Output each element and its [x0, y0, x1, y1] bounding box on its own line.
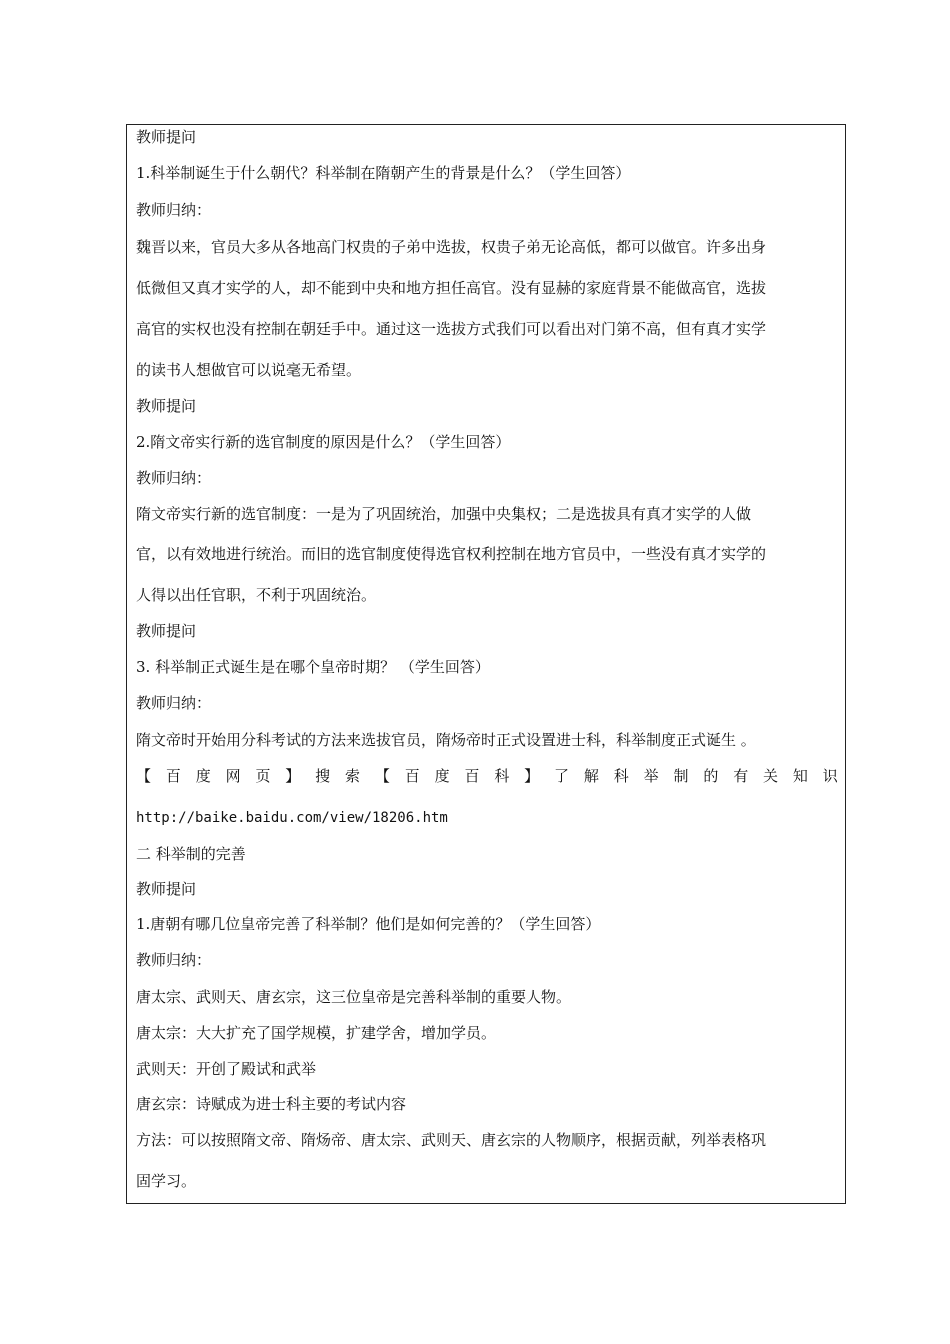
- text-line: 教师归纳：: [136, 201, 212, 219]
- question-line: 1.科举制诞生于什么朝代？科举制在隋朝产生的背景是什么？（学生回答）: [136, 164, 631, 182]
- text-line: 教师提问: [136, 622, 197, 640]
- paragraph-line: 武则天：开创了殿试和武举: [136, 1060, 317, 1078]
- paragraph-line: 人得以出任官职，不利于巩固统治。: [136, 586, 377, 604]
- paragraph-line: 唐太宗：大大扩充了国学规模，扩建学舍，增加学员。: [136, 1024, 497, 1042]
- search-char: 百: [464, 767, 480, 785]
- search-char: 科: [613, 767, 629, 785]
- paragraph-line: 唐玄宗：诗赋成为进士科主要的考试内容: [136, 1095, 407, 1113]
- paragraph-line: 固学习。: [136, 1172, 197, 1190]
- search-char: 的: [703, 767, 719, 785]
- question-line: 3. 科举制正式诞生是在哪个皇帝时期？ （学生回答）: [136, 658, 490, 676]
- paragraph-line: 高官的实权也没有控制在朝廷手中。通过这一选拔方式我们可以看出对门第不高，但有真才实学: [136, 320, 767, 338]
- search-char: 解: [583, 767, 599, 785]
- paragraph-line: 隋文帝时开始用分科考试的方法来选拔官员，隋炀帝时正式设置进士科，科举制度正式诞生 。: [136, 731, 756, 749]
- search-char: 度: [434, 767, 450, 785]
- paragraph-line: 官，以有效地进行统治。而旧的选官制度使得选官权利控制在地方官员中，一些没有真才实学的: [136, 545, 767, 563]
- search-char: 识: [822, 767, 838, 785]
- search-instruction-line: [136, 766, 838, 786]
- search-char: 【: [374, 767, 390, 785]
- search-char: 科: [494, 767, 510, 785]
- paragraph-line: 唐太宗、武则天、唐玄宗，这三位皇帝是完善科举制的重要人物。: [136, 988, 572, 1006]
- paragraph-line: 低微但又真才实学的人，却不能到中央和地方担任高官。没有显赫的家庭背景不能做高官，选拔: [136, 279, 767, 297]
- search-char: 【: [136, 767, 152, 785]
- search-char: 知: [792, 767, 808, 785]
- search-char: 制: [673, 767, 689, 785]
- text-line: 教师归纳：: [136, 951, 212, 969]
- search-char: 】: [524, 767, 540, 785]
- search-char: 百: [165, 767, 181, 785]
- search-char: 】: [285, 767, 301, 785]
- baike-url-link[interactable]: http://baike.baidu.com/view/18206.htm: [136, 810, 448, 826]
- paragraph-line: 的读书人想做官可以说毫无希望。: [136, 361, 362, 379]
- search-char: 有: [733, 767, 749, 785]
- question-line: 2.隋文帝实行新的选官制度的原因是什么？（学生回答）: [136, 433, 511, 451]
- lesson-plan-table-cell: [126, 124, 846, 1204]
- search-char: 了: [554, 767, 570, 785]
- text-line: 教师归纳：: [136, 694, 212, 712]
- section-heading: 二 科举制的完善: [136, 845, 246, 863]
- text-line: 教师提问: [136, 880, 197, 898]
- paragraph-line: 魏晋以来，官员大多从各地高门权贵的子弟中选拔，权贵子弟无论高低，都可以做官。许多出身: [136, 238, 767, 256]
- search-char: 网: [225, 767, 241, 785]
- paragraph-line: 隋文帝实行新的选官制度：一是为了巩固统治，加强中央集权；二是选拔具有真才实学的人做: [136, 505, 752, 523]
- search-char: 百: [404, 767, 420, 785]
- text-line: 教师提问: [136, 397, 197, 415]
- paragraph-line: 方法：可以按照隋文帝、隋炀帝、唐太宗、武则天、唐玄宗的人物顺序，根据贡献，列举表格巩: [136, 1131, 767, 1149]
- question-line: 1.唐朝有哪几位皇帝完善了科举制？他们是如何完善的？（学生回答）: [136, 915, 601, 933]
- search-char: 索: [345, 767, 361, 785]
- text-line: 教师归纳：: [136, 469, 212, 487]
- search-char: 搜: [315, 767, 331, 785]
- text-line: 教师提问: [136, 128, 197, 146]
- search-char: 页: [255, 767, 271, 785]
- search-char: 度: [195, 767, 211, 785]
- search-char: 关: [763, 767, 779, 785]
- search-char: 举: [643, 767, 659, 785]
